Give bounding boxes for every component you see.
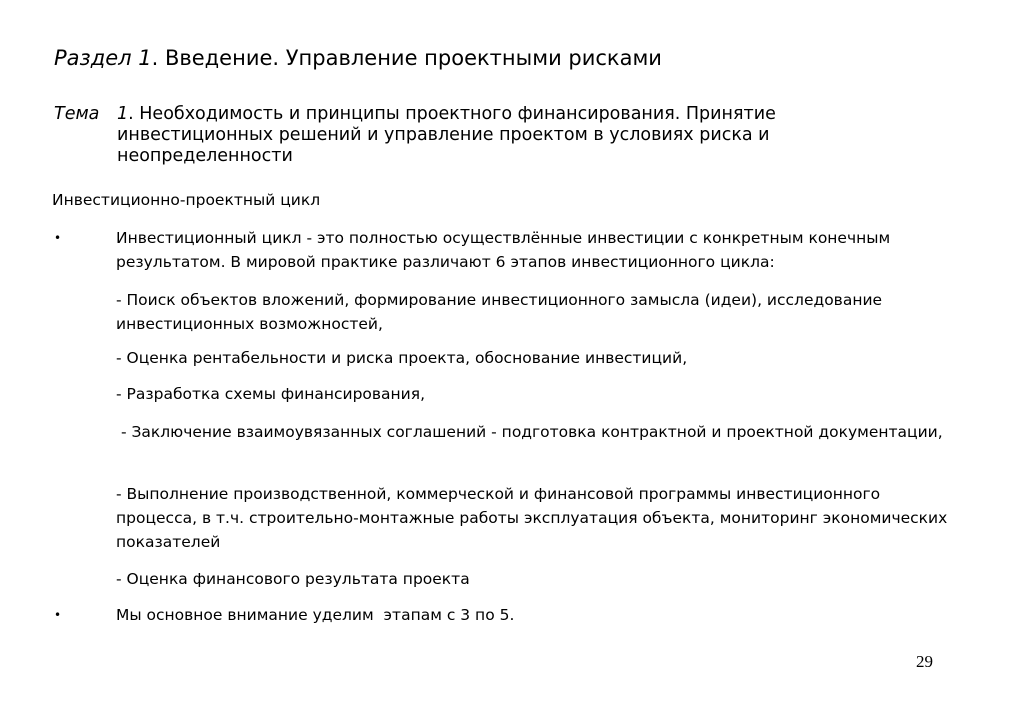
stage-item: - Оценка рентабельности и риска проекта, обоснование инвестиций,	[116, 349, 688, 367]
section-label: Раздел 1	[54, 46, 152, 70]
bullet-icon: •	[54, 608, 62, 622]
stage-item: - Оценка финансового результата проекта	[116, 570, 470, 588]
topic-number: 1	[117, 104, 129, 124]
topic-label: Тема	[54, 104, 100, 124]
section-title: . Введение. Управление проектными рисками	[151, 46, 662, 70]
section-heading	[54, 44, 662, 72]
page-number: 29	[916, 652, 933, 671]
stage-item: - Заключение взаимоувязанных соглашений - подготовка контрактной и проектной документации,	[116, 423, 943, 441]
bullet-icon: •	[54, 231, 62, 245]
cycle-subheading: Инвестиционно-проектный цикл	[52, 191, 321, 209]
bullet-text: Инвестиционный цикл - это полностью осуществлённые инвестиции с конкретным конечным результатом. В мировой практике различают 6 этапов инвестиционного цикла:	[116, 229, 891, 271]
topic-heading	[54, 104, 934, 167]
stage-item: - Разработка схемы финансирования,	[116, 385, 425, 403]
bullet-text: Мы основное внимание уделим этапам с 3 по 5.	[116, 606, 515, 624]
topic-title: . Необходимость и принципы проектного финансирования. Принятие инвестиционных решений и управление проектом в условиях риска и неопределенности	[117, 104, 776, 166]
stage-item: - Поиск объектов вложений, формирование инвестиционного замысла (идеи), исследование инвестиционных возможностей,	[116, 291, 883, 333]
stage-item: - Выполнение производственной, коммерческой и финансовой программы инвестиционного процесса, в т.ч. строительно-монтажные работы эксплуатация объекта, мониторинг экономических показателей	[116, 485, 948, 551]
